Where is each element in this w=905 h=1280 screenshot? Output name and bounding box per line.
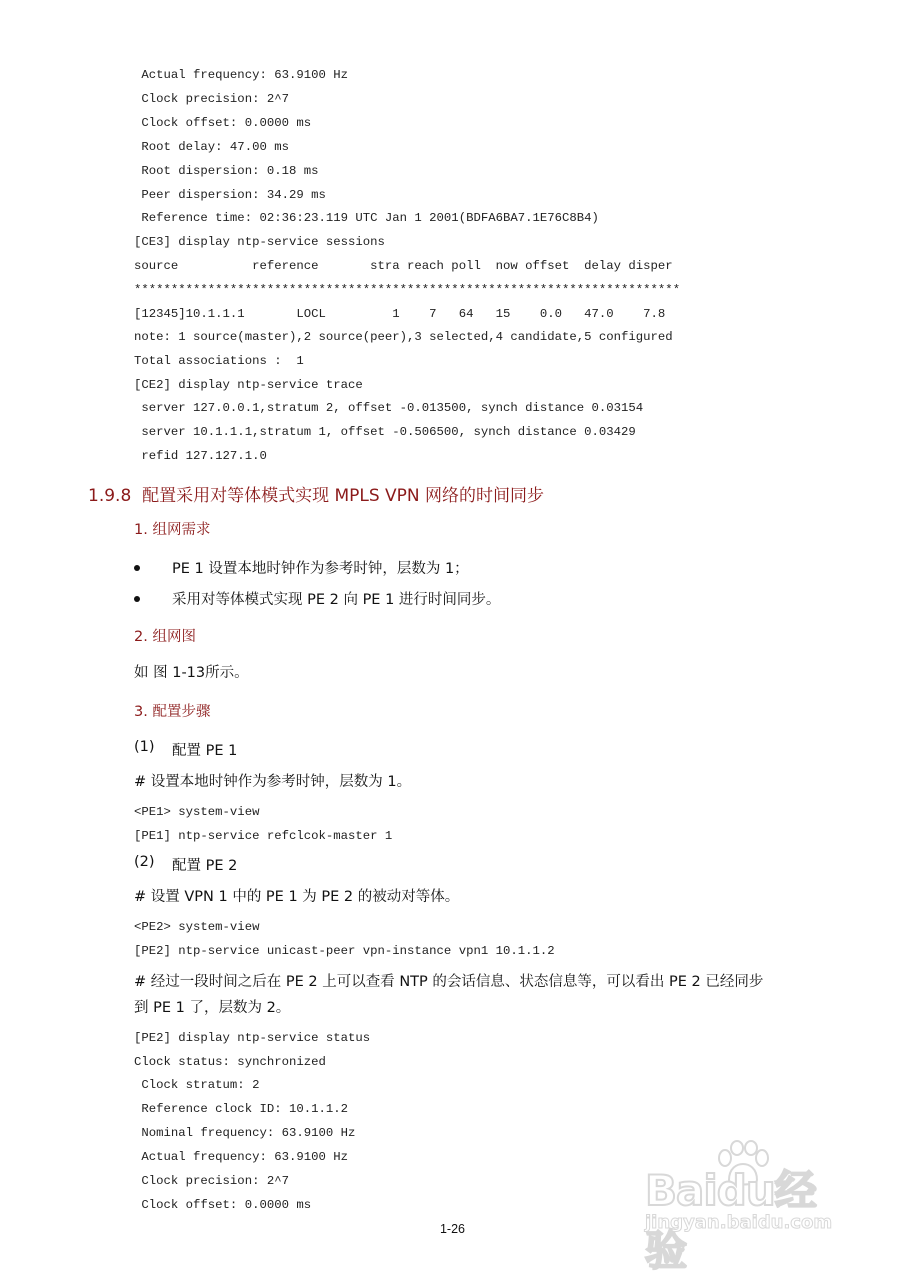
code-line: Reference clock ID: 10.1.1.2	[134, 1102, 349, 1116]
code-line: [PE1] ntp-service refclcok-master 1	[134, 829, 393, 843]
watermark-url: jingyan.baidu.com	[645, 1212, 833, 1233]
code-line: <PE2> system-view	[134, 920, 260, 934]
code-line: Reference time: 02:36:23.119 UTC Jan 1 2001(BDFA6BA7.1E76C8B4)	[134, 211, 599, 225]
code-line: [CE3] display ntp-service sessions	[134, 235, 385, 249]
step-number: (1)	[134, 739, 155, 755]
bullet-icon	[134, 596, 140, 602]
subsection-title-diagram: 2. 组网图	[134, 629, 196, 645]
code-line: refid 127.127.1.0	[134, 449, 267, 463]
code-line: source reference stra reach poll now offset delay disper	[134, 259, 673, 273]
bullet-item: PE 1 设置本地时钟作为参考时钟，层数为 1；	[172, 561, 469, 577]
code-line: Clock offset: 0.0000 ms	[134, 116, 312, 130]
code-line: Actual frequency: 63.9100 Hz	[134, 68, 349, 82]
note-text: # 经过一段时间之后在 PE 2 上可以查看 NTP 的会话信息、状态信息等，可以看出 PE 2 已经同步	[134, 974, 764, 990]
code-line: note: 1 source(master),2 source(peer),3 selected,4 candidate,5 configured	[134, 330, 673, 344]
code-line: [PE2] ntp-service unicast-peer vpn-instance vpn1 10.1.1.2	[134, 944, 555, 958]
code-line: Clock stratum: 2	[134, 1078, 260, 1092]
code-line: Clock offset: 0.0000 ms	[134, 1198, 312, 1212]
code-line: server 127.0.0.1,stratum 2, offset -0.013500, synch distance 0.03154	[134, 401, 644, 415]
note-text: # 设置 VPN 1 中的 PE 1 为 PE 2 的被动对等体。	[134, 889, 460, 905]
code-line: [CE2] display ntp-service trace	[134, 378, 363, 392]
figure-reference-text: 如 图 1-13所示。	[134, 665, 249, 681]
step-label: 配置 PE 2	[172, 858, 238, 874]
subsection-title-steps: 3. 配置步骤	[134, 704, 211, 720]
note-text: # 设置本地时钟作为参考时钟，层数为 1。	[134, 774, 412, 790]
section-title: 1.9.8 配置采用对等体模式实现 MPLS VPN 网络的时间同步	[88, 486, 545, 506]
code-line: Clock precision: 2^7	[134, 92, 289, 106]
code-line: server 10.1.1.1,stratum 1, offset -0.506500, synch distance 0.03429	[134, 425, 636, 439]
bullet-icon	[134, 565, 140, 571]
code-line: Clock status: synchronized	[134, 1055, 326, 1069]
note-text: 到 PE 1 了，层数为 2。	[134, 1000, 291, 1016]
code-line: Root dispersion: 0.18 ms	[134, 164, 319, 178]
code-line: Peer dispersion: 34.29 ms	[134, 188, 326, 202]
code-line: [12345]10.1.1.1 LOCL 1 7 64 15 0.0 47.0 7.8	[134, 307, 666, 321]
step-label: 配置 PE 1	[172, 743, 238, 759]
code-line: Root delay: 47.00 ms	[134, 140, 289, 154]
code-line: Total associations : 1	[134, 354, 304, 368]
watermark-brand: Baidu经验	[645, 1166, 816, 1275]
code-line: <PE1> system-view	[134, 805, 260, 819]
code-line: Actual frequency: 63.9100 Hz	[134, 1150, 349, 1164]
page-number: 1-26	[439, 1222, 466, 1236]
step-number: (2)	[134, 854, 155, 870]
code-line: [PE2] display ntp-service status	[134, 1031, 371, 1045]
baidu-watermark	[645, 1140, 855, 1275]
bullet-item: 采用对等体模式实现 PE 2 向 PE 1 进行时间同步。	[172, 592, 501, 608]
code-line: Nominal frequency: 63.9100 Hz	[134, 1126, 356, 1140]
code-line: Clock precision: 2^7	[134, 1174, 289, 1188]
subsection-title-requirements: 1. 组网需求	[134, 522, 211, 538]
code-line: **************************************************************************	[134, 283, 681, 297]
